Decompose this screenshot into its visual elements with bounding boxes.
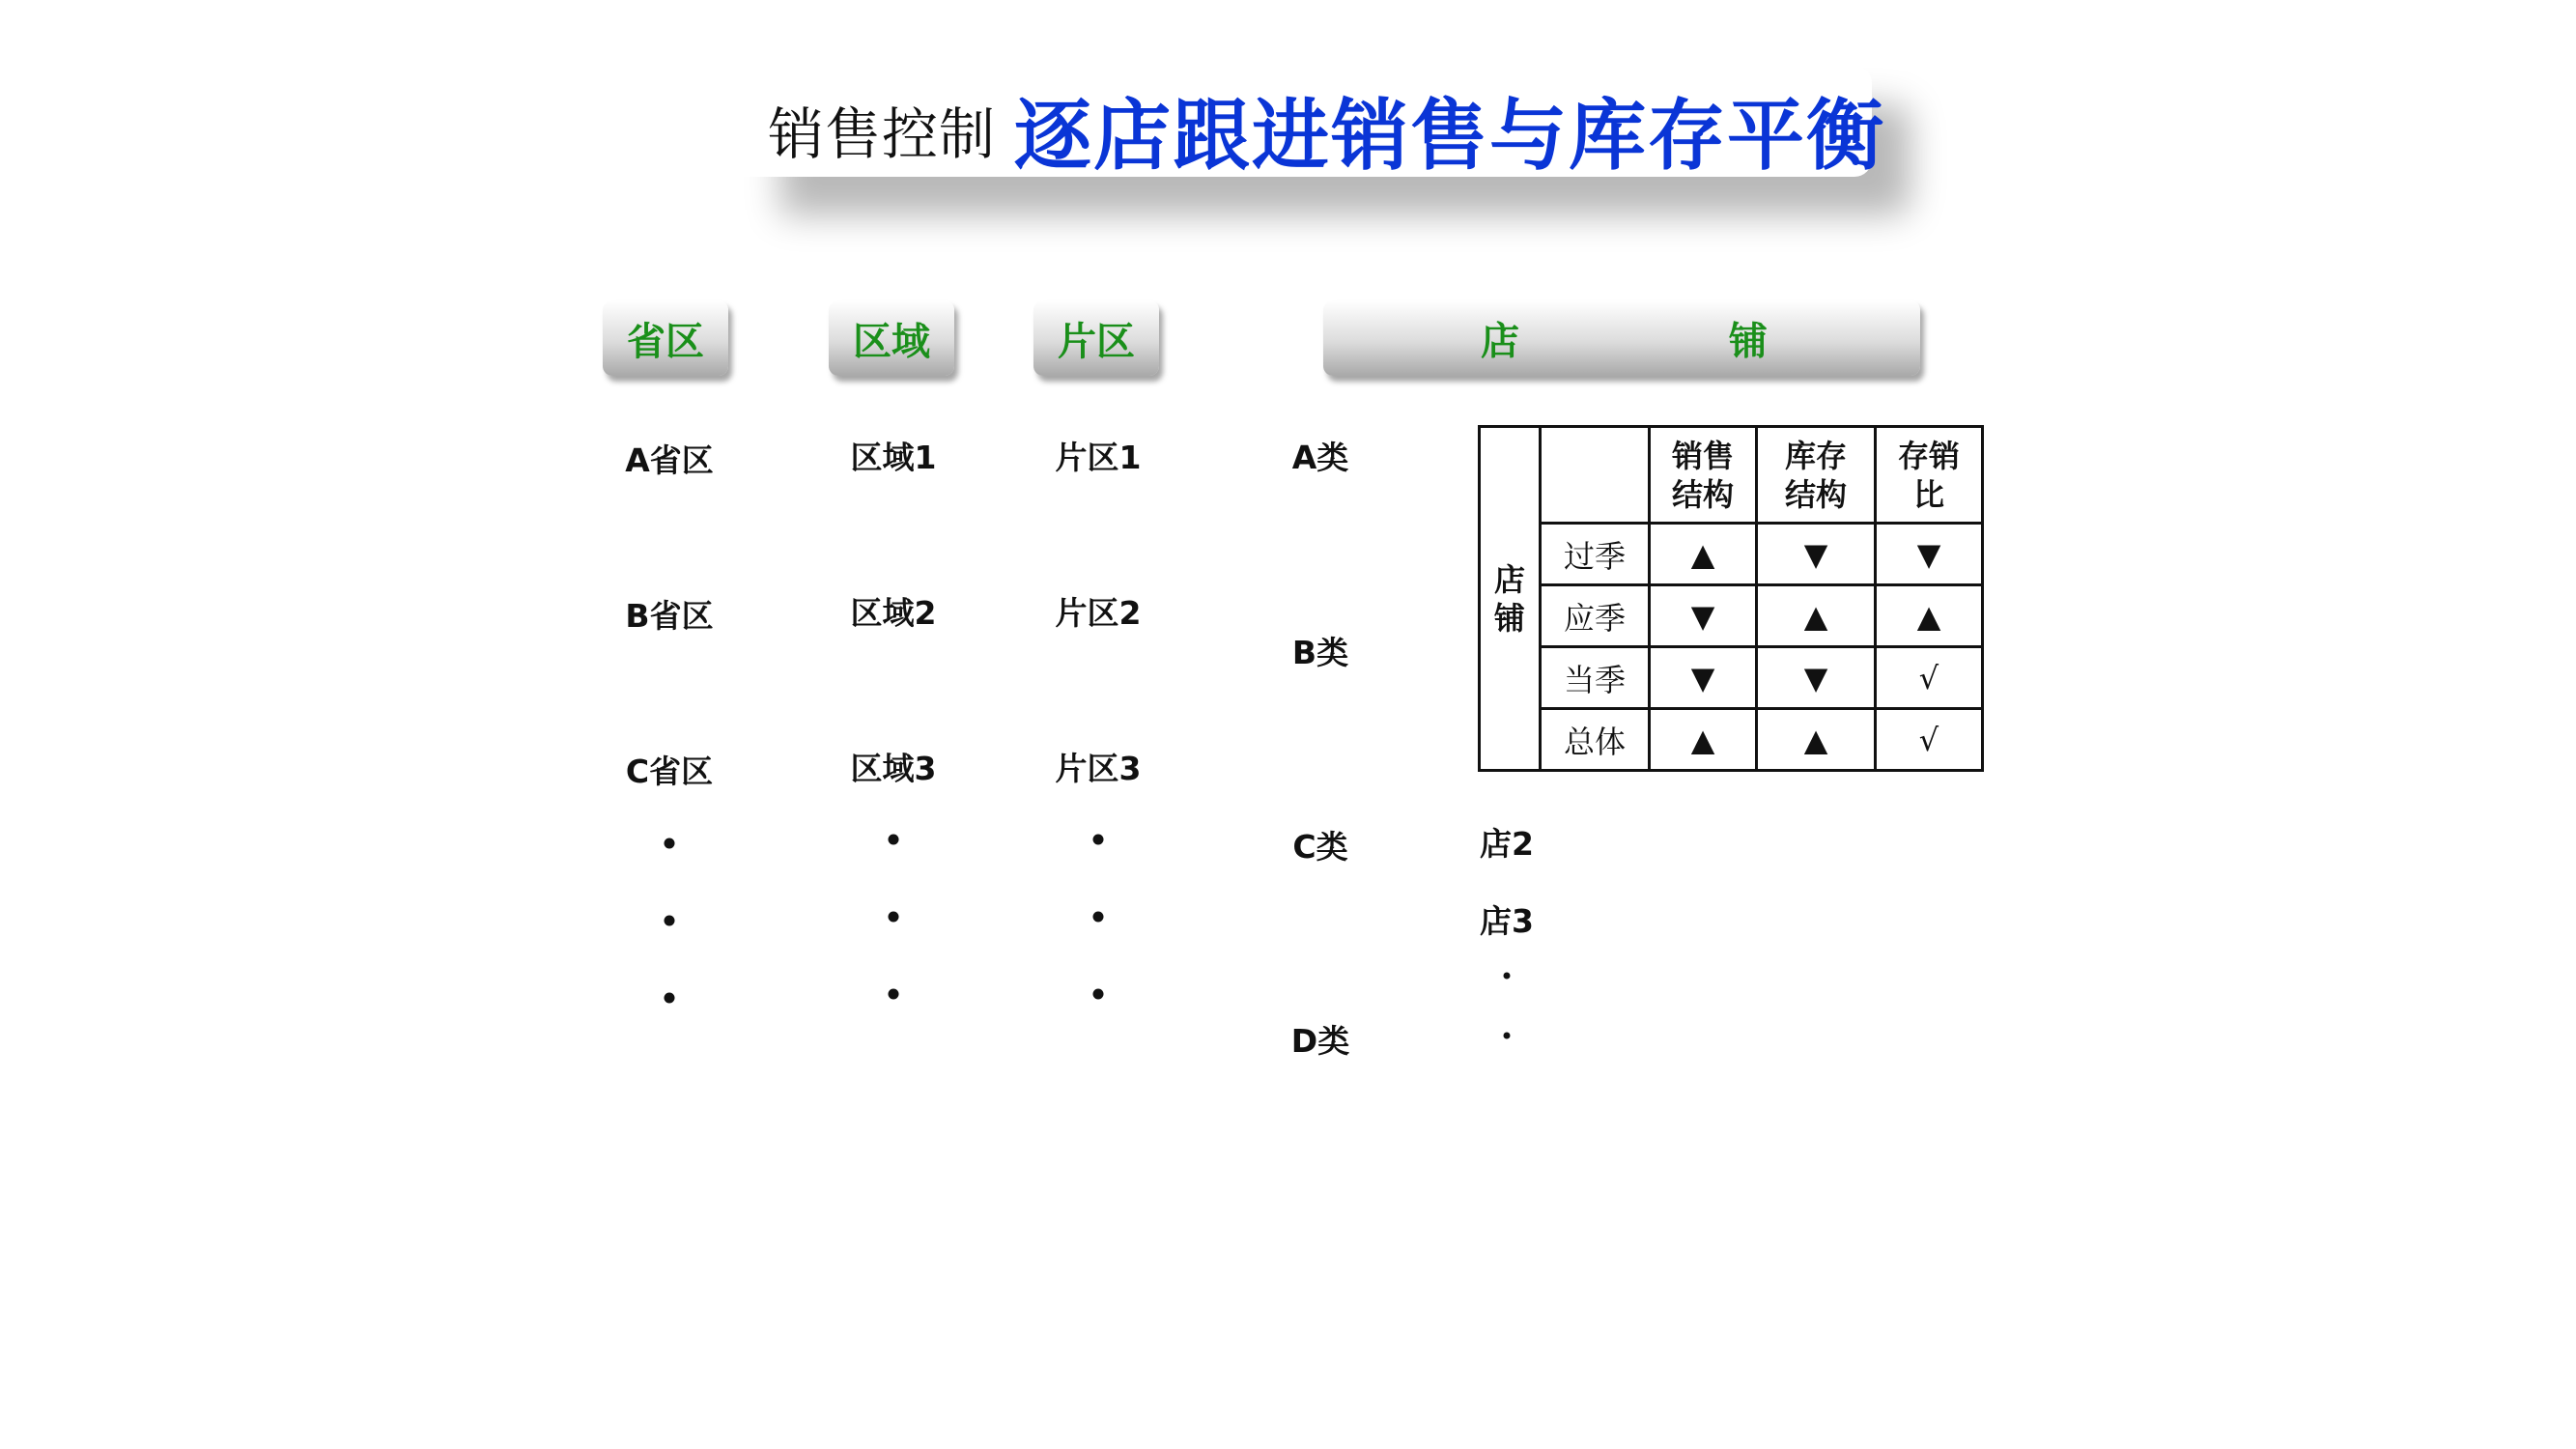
matrix-cell: ▲ bbox=[1650, 524, 1757, 585]
col-header-line: 库存 bbox=[1784, 437, 1847, 474]
matrix-col-header bbox=[1757, 427, 1876, 524]
ellipsis-dot bbox=[665, 916, 675, 926]
header-store bbox=[1323, 300, 1920, 376]
matrix-col-header bbox=[1650, 427, 1757, 524]
matrix-corner-cell bbox=[1541, 427, 1650, 524]
region-label: 区域1 bbox=[850, 439, 937, 476]
matrix-cell: ▲ bbox=[1757, 709, 1876, 771]
ellipsis-dot bbox=[1093, 989, 1104, 1000]
col-header-line: 存销 bbox=[1897, 437, 1960, 474]
region-label: 区域2 bbox=[850, 594, 937, 632]
col-header-line: 结构 bbox=[1784, 475, 1847, 513]
matrix-row bbox=[1480, 647, 1983, 709]
region-label: 区域3 bbox=[850, 750, 937, 787]
ellipsis-dot bbox=[1504, 1033, 1511, 1039]
col-header-line: 销售 bbox=[1671, 437, 1734, 474]
header-store-left: 店 bbox=[1481, 319, 1519, 364]
matrix-row-header-top: 店 bbox=[1493, 560, 1525, 598]
matrix-cell: ▲ bbox=[1757, 585, 1876, 647]
class-label: B类 bbox=[1291, 634, 1349, 671]
class-label: A类 bbox=[1291, 439, 1349, 476]
matrix-cell: ▼ bbox=[1757, 524, 1876, 585]
matrix-row bbox=[1480, 709, 1983, 771]
ellipsis-dot bbox=[1093, 912, 1104, 923]
matrix-cell: ▼ bbox=[1650, 585, 1757, 647]
matrix-row bbox=[1480, 524, 1983, 585]
matrix-cell: ▼ bbox=[1757, 647, 1876, 709]
col-header-line: 比 bbox=[1912, 475, 1944, 513]
ellipsis-dot bbox=[1504, 973, 1511, 980]
matrix-col-header bbox=[1876, 427, 1983, 524]
province-label: C省区 bbox=[625, 753, 714, 790]
ellipsis-dot bbox=[665, 838, 675, 849]
ellipsis-dot bbox=[665, 993, 675, 1004]
matrix-cell: ▼ bbox=[1876, 524, 1983, 585]
col-header-line: 结构 bbox=[1671, 475, 1734, 513]
title-prefix: 销售控制 bbox=[768, 101, 997, 167]
matrix-row-label: 当季 bbox=[1541, 647, 1650, 709]
store-label: 店3 bbox=[1480, 902, 1534, 940]
ellipsis-dot bbox=[889, 989, 899, 1000]
ellipsis-dot bbox=[889, 912, 899, 923]
store-label: 店2 bbox=[1480, 825, 1534, 863]
class-label: C类 bbox=[1292, 828, 1348, 866]
page-title: 逐店跟进销售与库存平衡 bbox=[1014, 91, 1885, 181]
matrix-row-label: 应季 bbox=[1541, 585, 1650, 647]
balance-matrix bbox=[1478, 425, 1984, 772]
matrix-header-row bbox=[1480, 427, 1983, 524]
matrix-row-label: 过季 bbox=[1541, 524, 1650, 585]
province-label: B省区 bbox=[625, 597, 714, 635]
header-province: 省区 bbox=[603, 300, 728, 376]
matrix-cell: ▲ bbox=[1650, 709, 1757, 771]
matrix-row-header-bottom: 铺 bbox=[1493, 599, 1525, 637]
matrix-cell: √ bbox=[1876, 709, 1983, 771]
matrix-cell: ▼ bbox=[1650, 647, 1757, 709]
header-district: 片区 bbox=[1033, 300, 1159, 376]
district-label: 片区1 bbox=[1055, 439, 1142, 476]
matrix-row bbox=[1480, 585, 1983, 647]
district-label: 片区3 bbox=[1055, 750, 1142, 787]
matrix-row-label: 总体 bbox=[1541, 709, 1650, 771]
matrix-cell: ▲ bbox=[1876, 585, 1983, 647]
header-region: 区域 bbox=[829, 300, 954, 376]
ellipsis-dot bbox=[889, 835, 899, 845]
province-label: A省区 bbox=[625, 441, 714, 479]
district-label: 片区2 bbox=[1055, 594, 1142, 632]
ellipsis-dot bbox=[1093, 835, 1104, 845]
matrix-row-header bbox=[1480, 427, 1541, 771]
class-label: D类 bbox=[1290, 1022, 1350, 1060]
matrix-cell: √ bbox=[1876, 647, 1983, 709]
header-store-right: 铺 bbox=[1729, 319, 1768, 364]
